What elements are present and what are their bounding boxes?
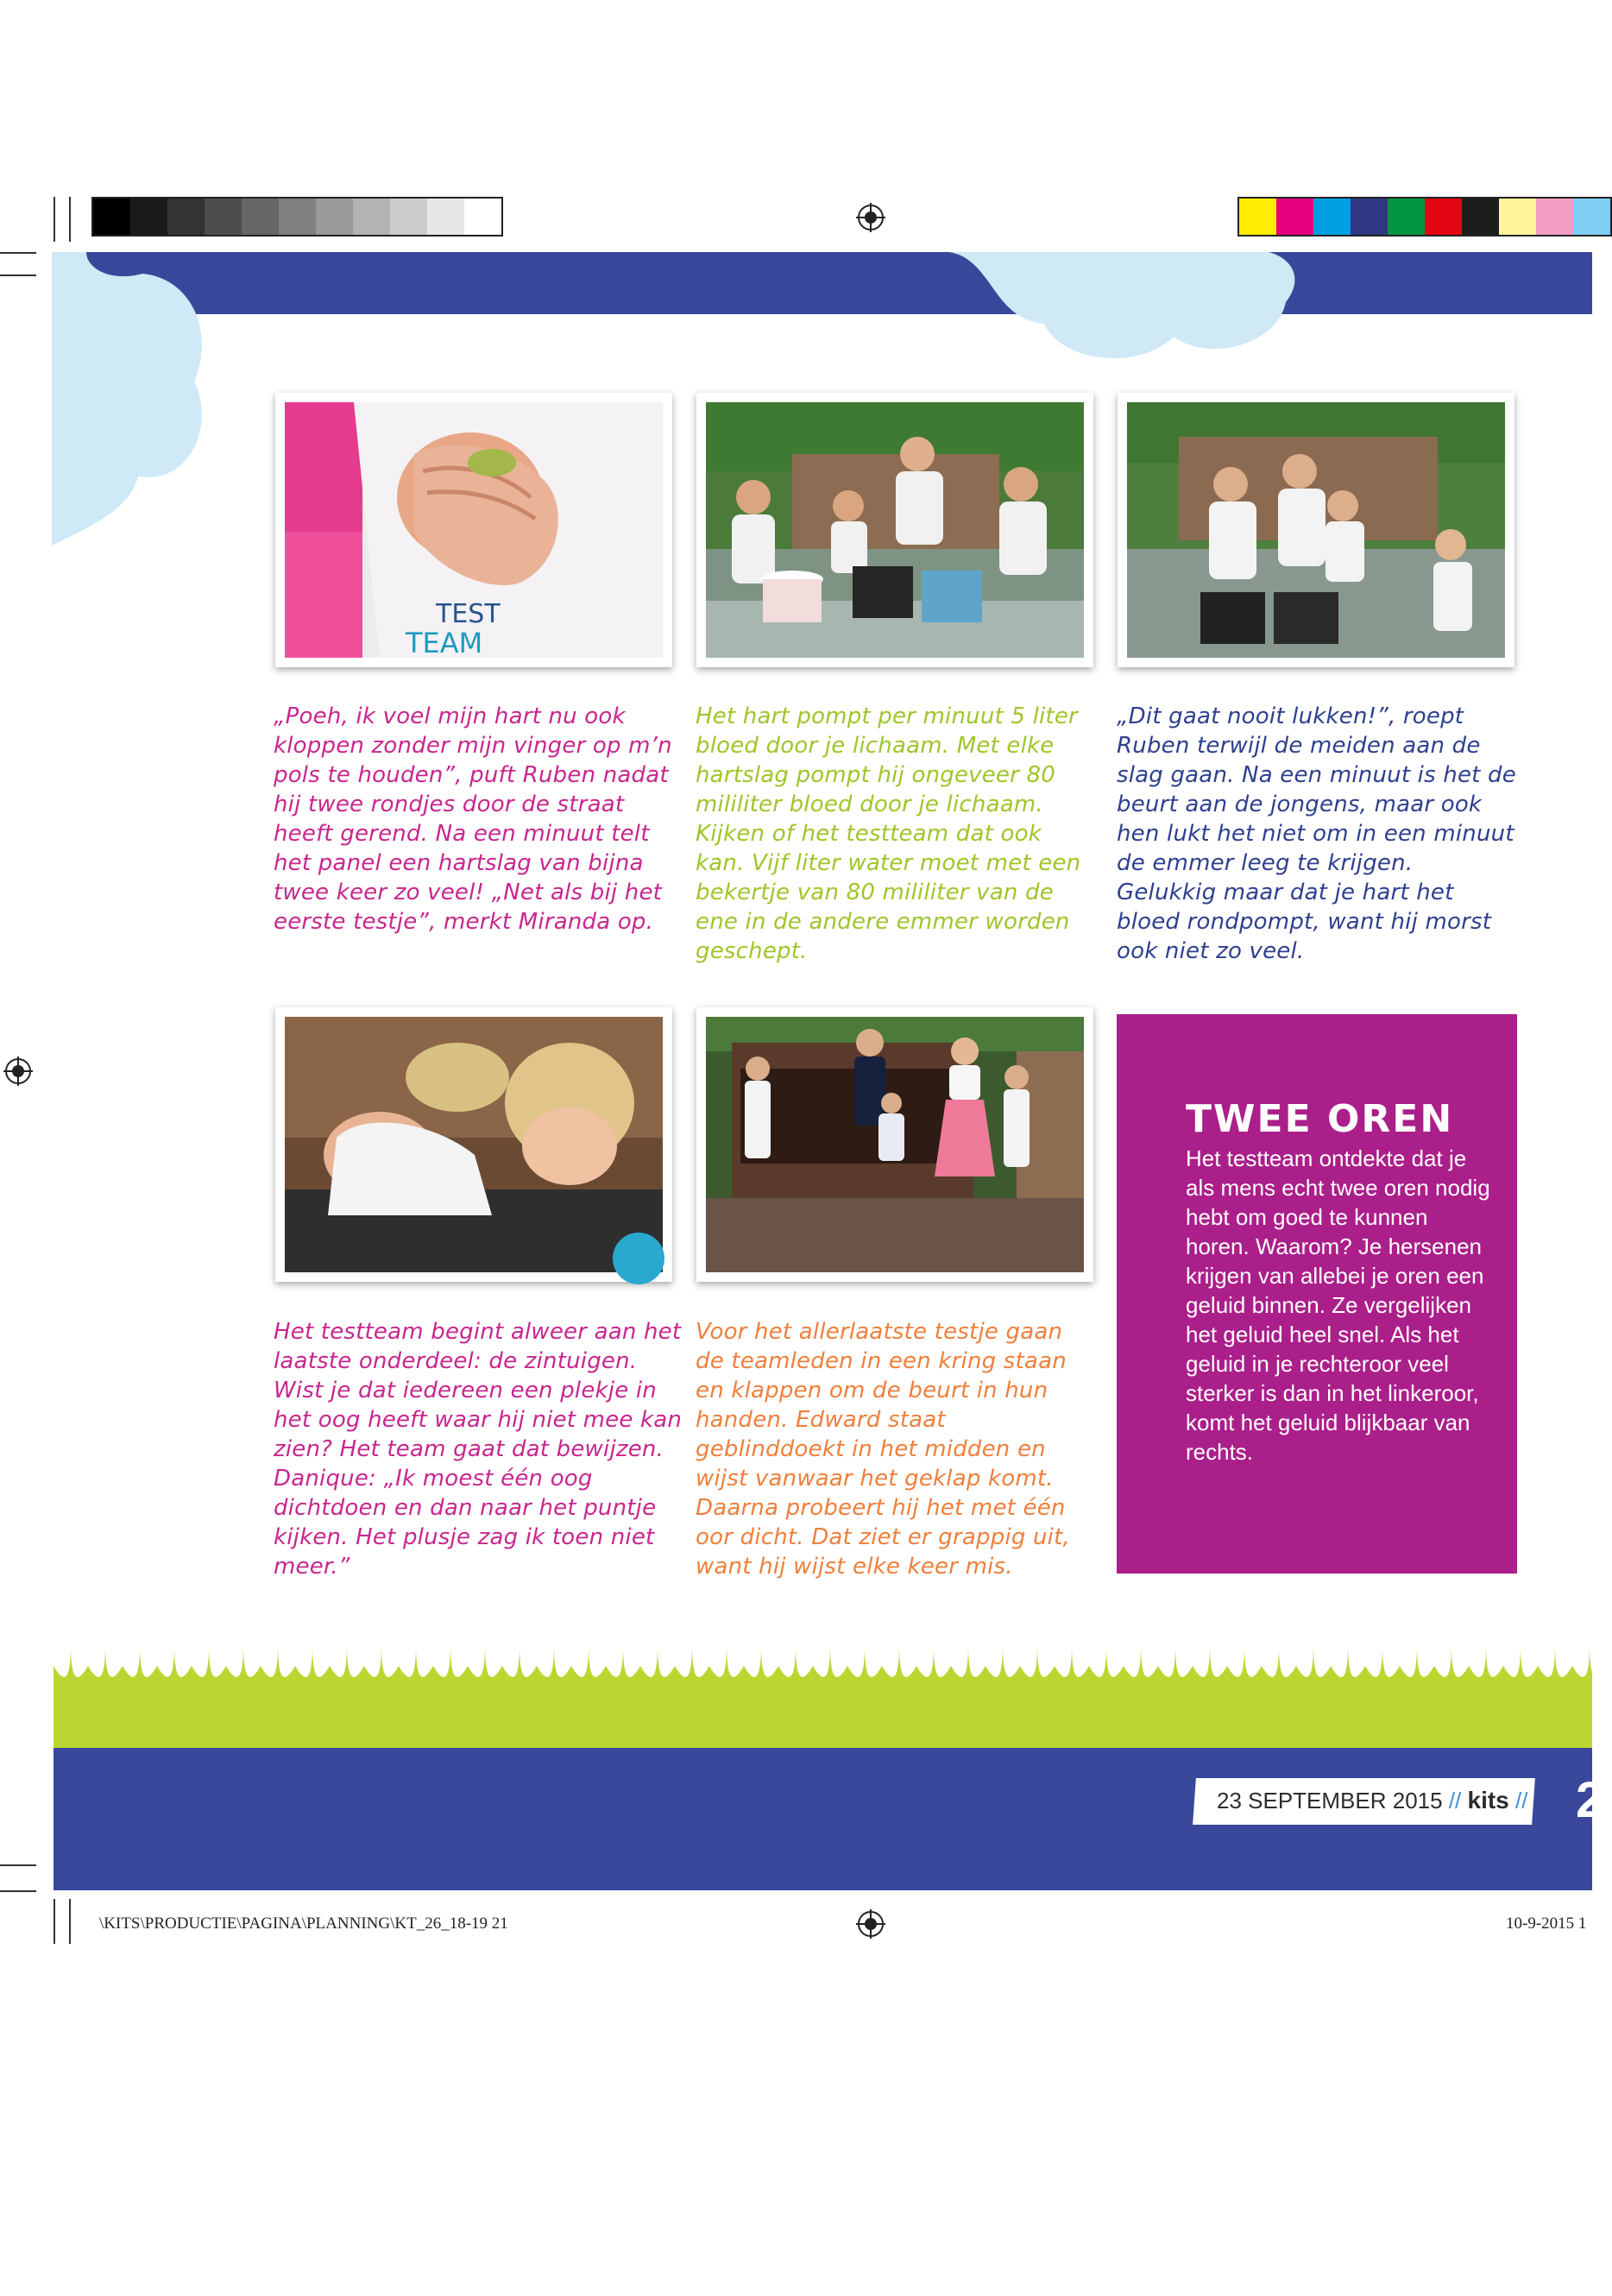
svg-text:TEST: TEST bbox=[436, 599, 501, 629]
registration-mark-icon bbox=[856, 1909, 885, 1939]
grayscale-calibration-bar bbox=[91, 197, 503, 237]
kits-brand: kits bbox=[1467, 1787, 1509, 1813]
lime-band bbox=[54, 1696, 1592, 1748]
registration-mark-icon bbox=[856, 203, 885, 232]
caption-clapping-circle: Voor het allerlaatste testje gaan de teamleden in een kring staan en klappen om de beurt in hun handen. Edward staat geblinddoekt in het midden en wijst vanwaar het geklap komt. Daarna probeert hij het met één oor dicht. Dat ziet er grappig uit, want hij wijst elke keer mis. bbox=[696, 1319, 1070, 1580]
cloud-decoration-top bbox=[941, 233, 1303, 371]
page-number: 2 bbox=[1576, 1772, 1604, 1828]
photo-frame bbox=[275, 1007, 672, 1282]
header-band bbox=[54, 252, 1592, 314]
print-date-slug: 10-9-2015 1 bbox=[1506, 1914, 1587, 1933]
crop-mark bbox=[0, 252, 36, 254]
caption-senses-danique: Het testteam begint alweer aan het laatste onderdeel: de zintuigen. Wist je dat iedereen een plekje in het oog heeft waar hij niet mee kan zien? Het team gaat dat bewijzen. Danique: „Ik moest één oog dichtdoen en dan naar het puntje kijken. Het plusje zag ik toen niet meer.” bbox=[274, 1319, 683, 1580]
color-calibration-bar bbox=[1237, 197, 1612, 237]
info-box-two-ears bbox=[1117, 1014, 1517, 1574]
caption-heartbeat-ruben: „Poeh, ik voel mijn hart nu ook kloppen zonder mijn vinger op m’n pols te houden”, puft Ruben nadat hij twee rondjes door de straat heeft gerend. Na een minuut telt het panel een hartslag van bijna twee keer zo veel! „Net als bij het eerste testje”, merkt Miranda op. bbox=[274, 703, 672, 935]
cloud-decoration-left bbox=[52, 252, 207, 546]
kids-looking-down-photo bbox=[285, 1017, 663, 1272]
divider-slashes: // bbox=[1514, 1788, 1528, 1813]
info-box-body: Het testteam ontdekte dat je als mens echt twee oren nodig hebt om goed te kunnen horen. Waarom? Je hersenen krijgen van allebei je oren een geluid binnen. Ze vergelijken het geluid heel snel. Als het geluid in je rechteroor veel sterker is dan in het linkeroor, komt het geluid blijkbaar van rechts. bbox=[1186, 1145, 1490, 1465]
divider-slashes: // bbox=[1448, 1788, 1462, 1813]
photo-frame bbox=[696, 1007, 1093, 1282]
registration-mark-icon bbox=[3, 1057, 33, 1086]
crop-mark bbox=[54, 1899, 55, 1944]
crop-mark bbox=[54, 197, 55, 242]
issue-date: 23 SEPTEMBER 2015 bbox=[1217, 1788, 1443, 1813]
footer-date-line bbox=[1217, 1787, 1527, 1814]
kids-scooping-water-photo bbox=[1127, 402, 1505, 658]
photo-frame bbox=[696, 393, 1093, 667]
crop-mark bbox=[0, 1890, 36, 1892]
crop-mark bbox=[0, 1864, 36, 1866]
hand-on-chest-photo bbox=[285, 402, 663, 658]
crop-mark bbox=[0, 274, 36, 276]
crop-mark bbox=[69, 197, 71, 242]
info-box-title: TWEE OREN bbox=[1186, 1097, 1454, 1141]
svg-text:TEAM: TEAM bbox=[406, 627, 483, 659]
kids-with-buckets-photo bbox=[706, 402, 1084, 658]
photo-frame bbox=[275, 393, 672, 667]
kids-in-circle-photo bbox=[706, 1017, 1084, 1272]
caption-heart-pumps: Het hart pompt per minuut 5 liter bloed door je lichaam. Met elke hartslag pompt hij ongeveer 80 mililiter bloed door je lichaam. Kijken of het testteam dat ook kan. Vijf liter water moet met een bekertje van 80 mililiter van de ene in de andere emmer worden geschept. bbox=[696, 703, 1081, 964]
caption-bucket-challenge: „Dit gaat nooit lukken!”, roept Ruben terwijl de meiden aan de slag gaan. Na een minuut is het de beurt aan de jongens, maar ook hen lukt het niet om in een minuut de emmer leeg te krijgen. Gelukkig maar dat je hart het bloed rondpompt, want hij morst ook niet zo veel. bbox=[1117, 703, 1516, 964]
file-path-slug: \KITS\PRODUCTIE\PAGINA\PLANNING\KT_26_18-19 21 bbox=[99, 1914, 508, 1933]
photo-frame bbox=[1118, 393, 1514, 667]
crop-mark bbox=[69, 1899, 71, 1944]
scalloped-edge-decoration bbox=[54, 1640, 1592, 1700]
